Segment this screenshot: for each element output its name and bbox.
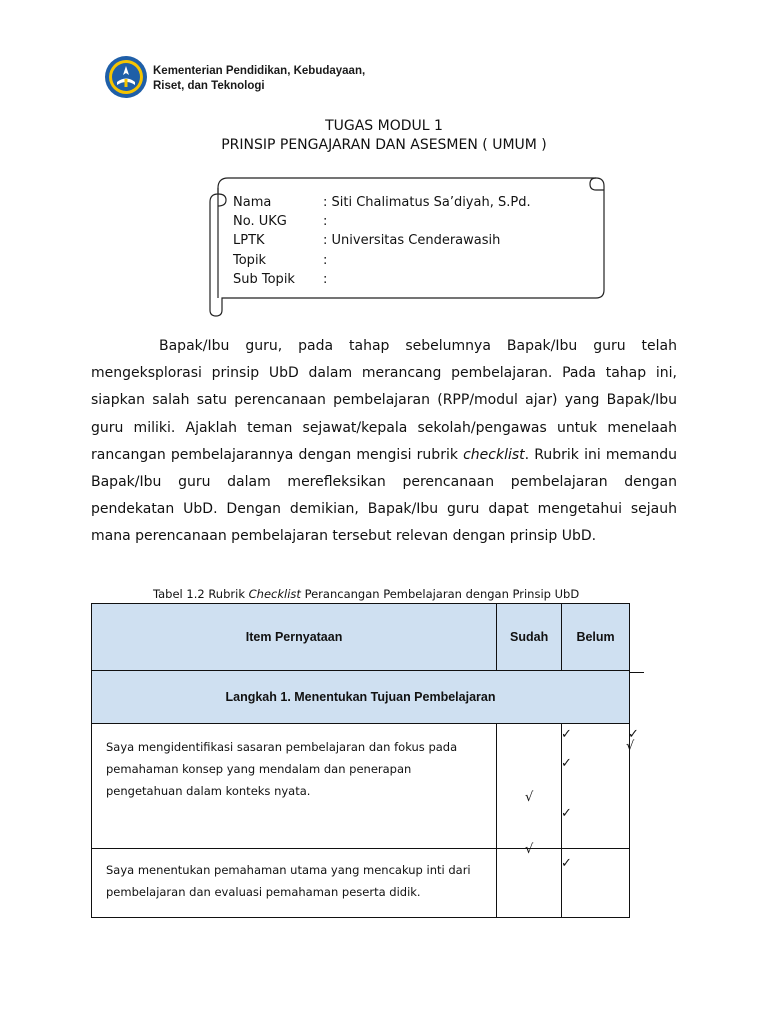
- ministry-name: [153, 64, 365, 94]
- table-row: [92, 849, 630, 918]
- ministry-logo-icon: [104, 55, 148, 99]
- stray-check-mark: ✓: [561, 856, 572, 871]
- table-row: [92, 724, 630, 849]
- sudah-check-mark: √: [525, 790, 534, 805]
- header-item: Item Pernyataan: [92, 604, 497, 671]
- step-row: [92, 671, 630, 724]
- body-paragraph: [91, 333, 677, 551]
- info-row-nama: [233, 193, 531, 212]
- belum-cell: [562, 724, 630, 849]
- caption-prefix: Tabel 1.2 Rubrik: [153, 587, 249, 601]
- info-label: Topik: [233, 252, 267, 268]
- info-value: :: [323, 214, 328, 230]
- caption-emphasis: Checklist: [248, 587, 301, 601]
- stray-line: [630, 672, 644, 673]
- stray-check-mark: ✓: [561, 756, 572, 771]
- info-label: Nama: [233, 195, 272, 210]
- statement-text: Saya menentukan pemahaman utama yang mencakup inti dari pembelajaran dan evaluasi pemahaman peserta didik.: [92, 849, 497, 918]
- info-row-subtopik: [233, 270, 531, 289]
- caption-suffix: Perancangan Pembelajaran dengan Prinsip UbD: [300, 587, 580, 601]
- sudah-check-mark: √: [525, 842, 534, 857]
- info-row-lptk: [233, 231, 531, 250]
- ministry-line-1: Kementerian Pendidikan, Kebudayaan,: [153, 65, 366, 77]
- sudah-cell: [497, 849, 562, 918]
- stray-check-mark: ✓: [561, 727, 572, 742]
- info-label: No. UKG: [233, 214, 287, 230]
- table-header-row: [92, 604, 630, 671]
- paragraph-text-end: . Rubrik ini memandu Bapak/Ibu guru dalam merefleksikan perencanaan pembelajaran dengan pendekatan UbD. Dengan demikian, Bapak/Ibu guru dapat mengetahui sejauh mana perencanaan pembelajaran tersebut relevan dengan prinsip UbD.: [91, 446, 677, 545]
- rubric-table: [91, 603, 630, 918]
- info-value: : Siti Chalimatus Sa’diyah, S.Pd.: [323, 195, 531, 210]
- info-label: LPTK: [233, 233, 265, 249]
- table-caption: [153, 587, 579, 601]
- paragraph-emphasis: checklist: [463, 446, 525, 463]
- header-sudah: Sudah: [497, 604, 562, 671]
- stray-check-mark: √: [626, 739, 635, 754]
- info-row-topik: [233, 251, 531, 270]
- info-value: : Universitas Cenderawasih: [323, 233, 501, 249]
- info-value: :: [323, 271, 328, 287]
- page-title: TUGAS MODUL 1: [325, 118, 443, 134]
- statement-text: Saya mengidentifikasi sasaran pembelajaran dan fokus pada pemahaman konsep yang mendalam dan penerapan pengetahuan dalam konteks nyata.: [92, 724, 497, 849]
- ministry-line-2: Riset, dan Teknologi: [153, 80, 265, 92]
- header-belum: Belum: [562, 604, 630, 671]
- page-subtitle: PRINSIP PENGAJARAN DAN ASESMEN ( UMUM ): [221, 137, 547, 153]
- info-label: Sub Topik: [233, 271, 295, 287]
- sudah-cell: [497, 724, 562, 849]
- info-value: :: [323, 252, 328, 268]
- identity-block: [233, 193, 531, 289]
- step-title: Langkah 1. Menentukan Tujuan Pembelajaran: [92, 671, 630, 724]
- paragraph-text-start: Bapak/Ibu guru, pada tahap sebelumnya Bapak/Ibu guru telah mengeksplorasi prinsip UbD dalam merancang pembelajaran. Pada tahap ini, siapkan salah satu perencanaan pembelajaran (RPP/modul ajar) yang Bapak/Ibu guru miliki. Ajaklah teman sejawat/kepala sekolah/pengawas untuk menelaah rancangan pembelajarannya dengan mengisi rubrik: [91, 338, 677, 463]
- info-row-ukg: [233, 212, 531, 231]
- stray-check-mark: ✓: [561, 806, 572, 821]
- stray-check-mark: ✓: [628, 727, 639, 742]
